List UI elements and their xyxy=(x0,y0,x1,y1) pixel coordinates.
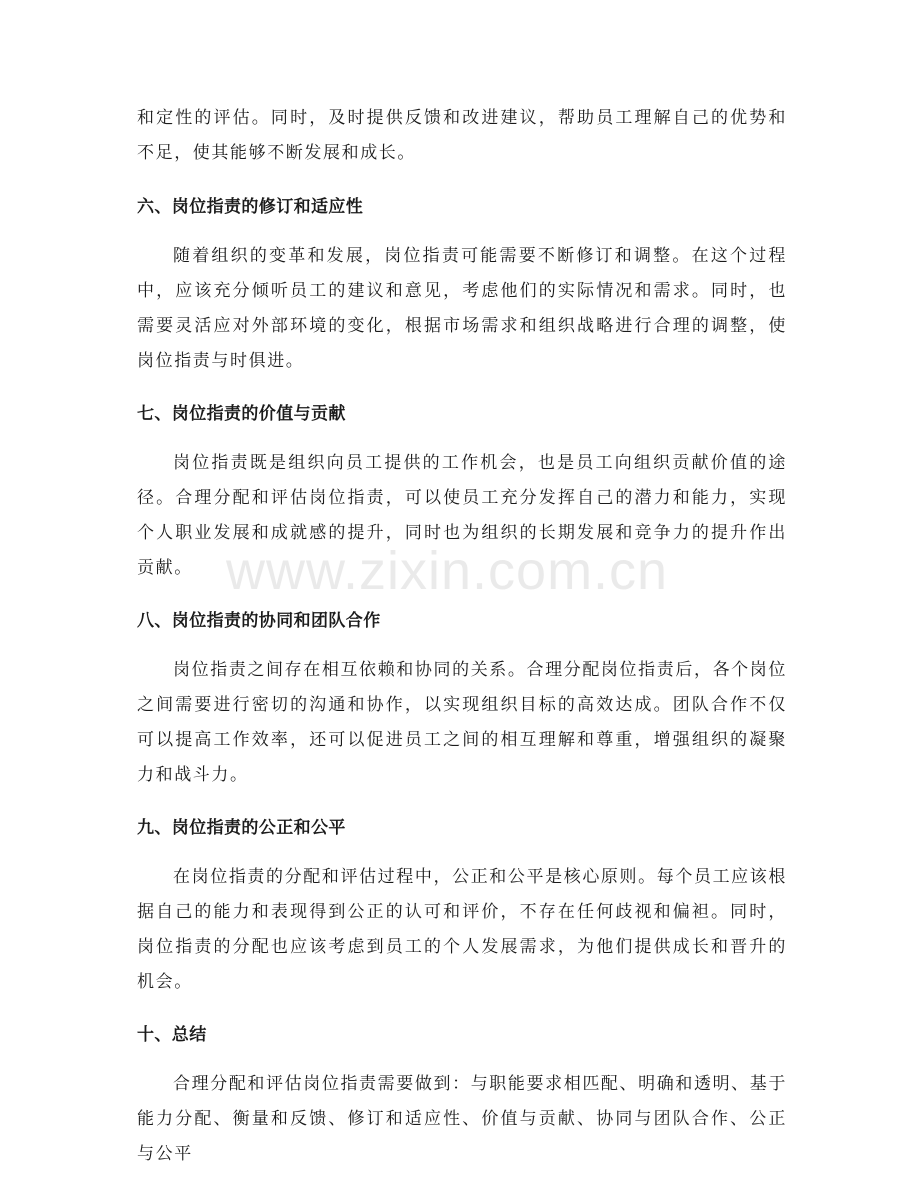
section-paragraph: 在岗位指责的分配和评估过程中，公正和公平是核心原则。每个员工应该根据自己的能力和表现得到公正的认可和评价，不存在任何歧视和偏袒。同时，岗位指责的分配也应该考虑到员工的个人发展需求，为他们提供成长和晋升的机会。 xyxy=(137,867,787,992)
section-heading: 八、岗位指责的协同和团队合作 xyxy=(137,611,381,631)
section-heading: 七、岗位指责的价值与贡献 xyxy=(137,404,346,424)
section-paragraph: 随着组织的变革和发展，岗位指责可能需要不断修订和调整。在这个过程中，应该充分倾听员工的建议和意见，考虑他们的实际情况和需求。同时，也需要灵活应对外部环境的变化，根据市场需求和组织战略进行合理的调整，使岗位指责与时俱进。 xyxy=(137,246,787,371)
section-7 xyxy=(137,399,787,586)
section-heading: 六、岗位指责的修订和适应性 xyxy=(137,197,364,217)
document-body xyxy=(137,101,787,1192)
section-heading: 十、总结 xyxy=(137,1025,207,1045)
watermark: www.zixin.com.cn xyxy=(226,541,669,601)
intro-paragraph: 和定性的评估。同时，及时提供反馈和改进建议，帮助员工理解自己的优势和不足，使其能够不断发展和成长。 xyxy=(137,108,787,163)
section-paragraph: 合理分配和评估岗位指责需要做到：与职能要求相匹配、明确和透明、基于能力分配、衡量和反馈、修订和适应性、价值与贡献、协同与团队合作、公正与公平 xyxy=(137,1074,787,1164)
section-paragraph: 岗位指责之间存在相互依赖和协同的关系。合理分配岗位指责后，各个岗位之间需要进行密切的沟通和协作，以实现组织目标的高效达成。团队合作不仅可以提高工作效率，还可以促进员工之间的相互理解和尊重，增强组织的凝聚力和战斗力。 xyxy=(137,660,787,785)
section-paragraph: 岗位指责既是组织向员工提供的工作机会，也是员工向组织贡献价值的途径。合理分配和评估岗位指责，可以使员工充分发挥自己的潜力和能力，实现个人职业发展和成就感的提升，同时也为组织的长期发展和竞争力的提升作出贡献。 xyxy=(137,453,787,578)
section-10 xyxy=(137,1020,787,1172)
section-6 xyxy=(137,192,787,379)
section-9 xyxy=(137,813,787,1000)
section-8 xyxy=(137,606,787,793)
section-heading: 九、岗位指责的公正和公平 xyxy=(137,818,346,838)
